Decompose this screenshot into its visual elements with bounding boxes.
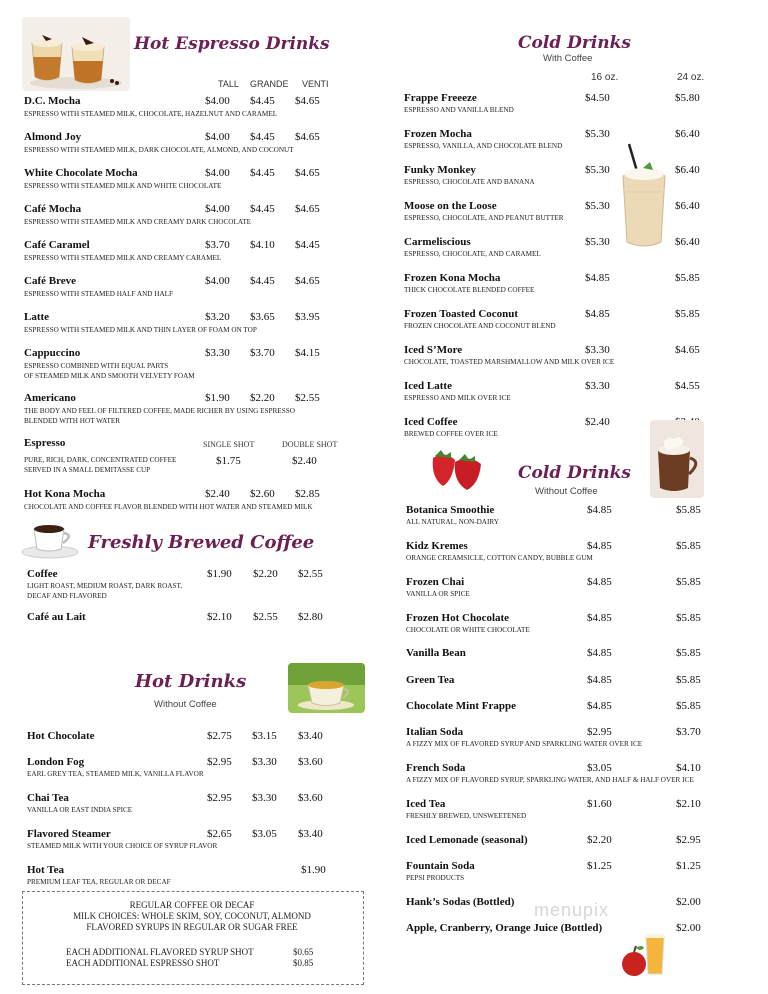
menu-item-price: $4.65 — [295, 95, 320, 107]
menu-item-name: White Chocolate Mocha — [24, 167, 138, 179]
menu-item-desc: LIGHT ROAST, MEDIUM ROAST, DARK ROAST, — [27, 582, 183, 590]
menu-item-price: $4.15 — [295, 347, 320, 359]
menu-item-price: $4.85 — [587, 700, 612, 712]
menu-item-name: Frozen Chai — [406, 576, 465, 588]
menu-item-price: $2.85 — [295, 488, 320, 500]
menu-item-name: Vanilla Bean — [406, 647, 466, 659]
menu-item-price: $5.30 — [585, 236, 610, 248]
menu-item-price: $4.65 — [295, 275, 320, 287]
menu-item-price: $2.65 — [207, 828, 232, 840]
menu-item-price: $4.85 — [587, 647, 612, 659]
menu-item-price: $3.30 — [205, 347, 230, 359]
menu-item-price: $4.00 — [205, 275, 230, 287]
menu-item-price: $4.10 — [250, 239, 275, 251]
menu-item-desc: ESPRESSO WITH STEAMED MILK AND CREAMY DARK CHOCOLATE — [24, 218, 252, 226]
menu-item-name: Apple, Cranberry, Orange Juice (Bottled) — [406, 922, 603, 934]
menu-item-price: $5.30 — [585, 128, 610, 140]
watermark: menupix — [534, 900, 610, 920]
menu-item-price: $4.85 — [585, 308, 610, 320]
menu-item-price: $2.60 — [250, 488, 275, 500]
extra-syrup-label: EACH ADDITIONAL FLAVORED SYRUP SHOT — [66, 947, 254, 957]
menu-item-name: Botanica Smoothie — [406, 504, 495, 516]
menu-item-name: Carmeliscious — [404, 236, 471, 248]
menu-item-price: $2.00 — [676, 922, 701, 934]
menu-item-name: Italian Soda — [406, 726, 464, 738]
menu-item-desc: FRESHLY BREWED, UNSWEETENED — [406, 812, 527, 820]
menu-item-price: $5.30 — [585, 164, 610, 176]
cold-nocoffee-title: Cold Drinks — [518, 463, 631, 483]
coffee-cup-image — [20, 517, 80, 559]
menu-item-price: $6.40 — [675, 128, 700, 140]
menu-item-desc: FROZEN CHOCOLATE AND COCONUT BLEND — [404, 322, 556, 330]
menu-item-desc: ESPRESSO WITH STEAMED MILK AND THIN LAYER OF FOAM ON TOP — [24, 326, 257, 334]
menu-item-price: $1.90 — [205, 392, 230, 404]
espresso-single-label: SINGLE SHOT — [203, 440, 255, 449]
menu-item-price: $3.70 — [676, 726, 701, 738]
menu-item-price: $1.60 — [587, 798, 612, 810]
menu-item-price: $4.45 — [295, 239, 320, 251]
menu-item-desc: PREMIUM LEAF TEA, REGULAR OR DECAF — [27, 878, 171, 886]
menu-item-desc: ALL NATURAL, NON-DAIRY — [406, 518, 499, 526]
menu-item-desc: CHOCOLATE AND COFFEE FLAVOR BLENDED WITH HOT WATER AND STEAMED MILK — [24, 503, 313, 511]
menu-item-name: Flavored Steamer — [27, 828, 111, 840]
menu-item-price: $1.90 — [207, 568, 232, 580]
menu-item-name: Iced Latte — [404, 380, 452, 392]
menu-item-name: Coffee — [27, 568, 58, 580]
hot-chocolate-mug-image — [650, 420, 704, 498]
tea-cup-image — [288, 663, 365, 713]
menu-item-price: $4.85 — [585, 272, 610, 284]
menu-item-price: $2.10 — [207, 611, 232, 623]
menu-item-price: $2.95 — [207, 756, 232, 768]
menu-item-price: $4.85 — [587, 540, 612, 552]
menu-item-name: Hot Kona Mocha — [24, 488, 106, 500]
menu-item-price: $5.85 — [676, 674, 701, 686]
menu-item-name: Iced Lemonade (seasonal) — [406, 834, 528, 846]
menu-item-desc: CHOCOLATE OR WHITE CHOCOLATE — [406, 626, 530, 634]
menu-item-price: $3.70 — [250, 347, 275, 359]
menu-item-price: $2.95 — [676, 834, 701, 846]
cold-coffee-title: Cold Drinks — [518, 33, 631, 53]
notes-line-1: REGULAR COFFEE OR DECAF — [129, 900, 255, 910]
hot-drinks-title: Hot Drinks — [135, 671, 247, 692]
menu-item-price: $3.20 — [205, 311, 230, 323]
menu-item-name: Café Breve — [24, 275, 77, 287]
menu-item-desc: ESPRESSO WITH STEAMED MILK, DARK CHOCOLATE, ALMOND, AND COCONUT — [24, 146, 294, 154]
menu-item-price: $4.65 — [295, 167, 320, 179]
menu-item-name: Iced Tea — [406, 798, 446, 810]
menu-item-price: $4.00 — [205, 131, 230, 143]
espresso-double-price: $2.40 — [292, 455, 317, 467]
menu-item-price: $5.85 — [675, 308, 700, 320]
menu-item-price: $2.55 — [298, 568, 323, 580]
menu-item-name: Iced Coffee — [404, 416, 458, 428]
menu-item-desc: ORANGE CREAMSICLE, COTTON CANDY, BUBBLE GUM — [406, 554, 593, 562]
menu-item-price: $4.65 — [295, 203, 320, 215]
menu-item-desc: ESPRESSO AND VANILLA BLEND — [404, 106, 514, 114]
menu-item-price: $4.85 — [587, 612, 612, 624]
menu-item-price: $2.20 — [250, 392, 275, 404]
menu-item-desc: DECAF AND FLAVORED — [27, 592, 107, 600]
menu-item-desc: THE BODY AND FEEL OF FILTERED COFFEE, MADE RICHER BY USING ESPRESSO — [24, 407, 295, 415]
menu-item-name: Chocolate Mint Frappe — [406, 700, 516, 712]
extra-espresso-label: EACH ADDITIONAL ESPRESSO SHOT — [66, 958, 220, 968]
menu-item-price: $5.85 — [676, 576, 701, 588]
menu-item-price: $4.85 — [587, 674, 612, 686]
menu-item-desc: ESPRESSO, CHOCOLATE, AND PEANUT BUTTER — [404, 214, 564, 222]
menu-item-price: $5.85 — [676, 540, 701, 552]
menu-item-price: $4.45 — [250, 95, 275, 107]
menu-item-price: $3.40 — [298, 730, 323, 742]
menu-item-name: Chai Tea — [27, 792, 69, 804]
menu-item-price: $4.45 — [250, 203, 275, 215]
menu-item-price: $4.65 — [295, 131, 320, 143]
menu-item-name: Frozen Hot Chocolate — [406, 612, 510, 624]
menu-item-desc: PEPSI PRODUCTS — [406, 874, 465, 882]
header-24oz: 24 oz. — [677, 72, 705, 83]
menu-item-price: $2.20 — [253, 568, 278, 580]
menu-item-desc: ESPRESSO WITH STEAMED MILK AND WHITE CHOCOLATE — [24, 182, 222, 190]
menu-item-price: $4.00 — [205, 95, 230, 107]
menu-item-desc: STEAMED MILK WITH YOUR CHOICE OF SYRUP FLAVOR — [27, 842, 218, 850]
menu-item-price: $1.25 — [587, 860, 612, 872]
menu-item-price: $4.85 — [587, 576, 612, 588]
menu-item-price: $5.85 — [675, 272, 700, 284]
menu-item-price: $2.55 — [295, 392, 320, 404]
menu-item-price: $6.40 — [675, 164, 700, 176]
menu-item-desc: VANILLA OR EAST INDIA SPICE — [27, 806, 133, 814]
menu-item-name: Fountain Soda — [406, 860, 475, 872]
menu-item-name: Kidz Kremes — [406, 540, 468, 552]
menu-item-desc: ESPRESSO WITH STEAMED MILK, CHOCOLATE, HAZELNUT AND CARAMEL — [24, 110, 278, 118]
menu-item-name: Hot Tea — [27, 864, 64, 876]
hot-drinks-subtitle: Without Coffee — [154, 699, 217, 710]
header-16oz: 16 oz. — [591, 72, 619, 83]
menu-item-desc: ESPRESSO COMBINED WITH EQUAL PARTS — [24, 362, 169, 370]
espresso-glasses-image — [22, 17, 130, 91]
menu-item-name: French Soda — [406, 762, 466, 774]
menu-item-price: $4.85 — [587, 504, 612, 516]
menu-item-price: $4.00 — [205, 167, 230, 179]
menu-item-price: $4.45 — [250, 131, 275, 143]
notes-line-3: FLAVORED SYRUPS IN REGULAR OR SUGAR FREE — [86, 922, 298, 932]
menu-item-name: Iced S’More — [404, 344, 463, 356]
menu-item-price: $3.70 — [205, 239, 230, 251]
menu-item-name: Cappuccino — [24, 347, 81, 359]
menu-item-price: $4.55 — [675, 380, 700, 392]
menu-item-desc: A FIZZY MIX OF FLAVORED SYRUP AND SPARKLING WATER OVER ICE — [406, 740, 643, 748]
menu-item-price: $5.85 — [676, 504, 701, 516]
extra-syrup-price: $0.65 — [293, 947, 314, 957]
menu-item-price: $3.30 — [585, 344, 610, 356]
cold-nocoffee-subtitle: Without Coffee — [535, 486, 598, 497]
menu-item-price: $6.40 — [675, 200, 700, 212]
menu-item-price: $2.95 — [587, 726, 612, 738]
menu-item-desc: ESPRESSO, CHOCOLATE AND BANANA — [404, 178, 535, 186]
menu-item-price: $2.75 — [207, 730, 232, 742]
espresso-desc-1: PURE, RICH, DARK, CONCENTRATED COFFEE — [24, 456, 177, 464]
menu-item-price: $5.85 — [676, 647, 701, 659]
menu-item-name: Frappe Freeeze — [404, 92, 477, 104]
menu-item-desc: THICK CHOCOLATE BLENDED COFFEE — [404, 286, 535, 294]
espresso-name: Espresso — [24, 437, 66, 449]
espresso-double-label: DOUBLE SHOT — [282, 440, 338, 449]
menu-item-price: $5.85 — [676, 700, 701, 712]
menu-item-desc: BREWED COFFEE OVER ICE — [404, 430, 498, 438]
menu-item-price: $4.45 — [250, 167, 275, 179]
menu-item-price: $2.95 — [207, 792, 232, 804]
menu-item-price: $3.30 — [585, 380, 610, 392]
menu-item-price: $2.40 — [585, 416, 610, 428]
menu-item-name: Americano — [24, 392, 76, 404]
menu-item-price: $4.45 — [250, 275, 275, 287]
menu-item-price: $5.85 — [676, 612, 701, 624]
menu-item-price: $3.60 — [298, 756, 323, 768]
menu-item-desc: BLENDED WITH HOT WATER — [24, 417, 121, 425]
menu-item-desc: CHOCOLATE, TOASTED MARSHMALLOW AND MILK OVER ICE — [404, 358, 615, 366]
menu-item-name: Latte — [24, 311, 50, 323]
menu-item-price: $1.25 — [676, 860, 701, 872]
menu-item-name: Frozen Kona Mocha — [404, 272, 501, 284]
menu-item-price: $4.00 — [205, 203, 230, 215]
menu-item-name: Café Caramel — [24, 239, 90, 251]
menu-item-price: $1.90 — [301, 864, 326, 876]
menu-item-price: $6.40 — [675, 236, 700, 248]
menu-item-price: $4.10 — [676, 762, 701, 774]
iced-frappe-image — [617, 142, 671, 254]
menu-item-price: $3.30 — [252, 756, 277, 768]
menu-item-name: Green Tea — [406, 674, 455, 686]
menu-item-name: Funky Monkey — [404, 164, 476, 176]
menu-item-price: $4.65 — [675, 344, 700, 356]
menu-item-desc: OF STEAMED MILK AND SMOOTH VELVETY FOAM — [24, 372, 195, 380]
menu-item-desc: ESPRESSO, CHOCOLATE, AND CARAMEL — [404, 250, 541, 258]
menu-item-desc: ESPRESSO WITH STEAMED HALF AND HALF — [24, 290, 174, 298]
header-grande: GRANDE — [250, 79, 289, 89]
menu-item-price: $2.55 — [253, 611, 278, 623]
cold-coffee-subtitle: With Coffee — [543, 53, 593, 64]
menu-item-desc: A FIZZY MIX OF FLAVORED SYRUP, SPARKLING WATER, AND HALF & HALF OVER ICE — [406, 776, 694, 784]
menu-item-desc: VANILLA OR SPICE — [406, 590, 470, 598]
menu-item-price: $3.05 — [587, 762, 612, 774]
menu-item-price: $2.40 — [205, 488, 230, 500]
menu-item-price: $3.60 — [298, 792, 323, 804]
menu-item-name: Hot Chocolate — [27, 730, 95, 742]
menu-item-price: $2.20 — [587, 834, 612, 846]
menu-item-name: Café Mocha — [24, 203, 82, 215]
menu-item-desc: ESPRESSO AND MILK OVER ICE — [404, 394, 511, 402]
brewed-title: Freshly Brewed Coffee — [88, 532, 315, 553]
espresso-desc-2: SERVED IN A SMALL DEMITASSE CUP — [24, 466, 151, 474]
menu-item-price: $5.80 — [675, 92, 700, 104]
menu-item-price: $3.30 — [252, 792, 277, 804]
apple-juice-image — [620, 926, 668, 980]
header-tall: TALL — [218, 79, 239, 89]
menu-item-name: Moose on the Loose — [404, 200, 497, 212]
menu-item-desc: ESPRESSO, VANILLA, AND CHOCOLATE BLEND — [404, 142, 563, 150]
menu-item-name: Café au Lait — [27, 611, 86, 623]
header-venti: VENTI — [302, 79, 329, 89]
menu-item-desc: ESPRESSO WITH STEAMED MILK AND CREAMY CARAMEL — [24, 254, 222, 262]
menu-item-price: $5.30 — [585, 200, 610, 212]
menu-item-name: Frozen Mocha — [404, 128, 472, 140]
menu-item-price: $4.50 — [585, 92, 610, 104]
notes-line-2: MILK CHOICES: WHOLE SKIM, SOY, COCONUT, ALMOND — [73, 911, 311, 921]
strawberries-image — [425, 444, 485, 494]
menu-item-name: Hank’s Sodas (Bottled) — [406, 896, 515, 908]
menu-item-price: $3.15 — [252, 730, 277, 742]
menu-item-name: Almond Joy — [24, 131, 82, 143]
menu-item-price: $2.00 — [676, 896, 701, 908]
menu-item-price: $2.10 — [676, 798, 701, 810]
menu-item-name: London Fog — [27, 756, 85, 768]
menu-item-price: $2.80 — [298, 611, 323, 623]
hot-espresso-title: Hot Espresso Drinks — [134, 34, 330, 54]
menu-item-desc: EARL GREY TEA, STEAMED MILK, VANILLA FLAVOR — [27, 770, 204, 778]
espresso-single-price: $1.75 — [216, 455, 241, 467]
menu-item-price: $3.40 — [298, 828, 323, 840]
menu-item-price: $3.05 — [252, 828, 277, 840]
extra-espresso-price: $0.85 — [293, 958, 314, 968]
menu-item-name: D.C. Mocha — [24, 95, 81, 107]
menu-item-name: Frozen Toasted Coconut — [404, 308, 519, 320]
menu-item-price: $3.65 — [250, 311, 275, 323]
menu-item-price: $3.95 — [295, 311, 320, 323]
